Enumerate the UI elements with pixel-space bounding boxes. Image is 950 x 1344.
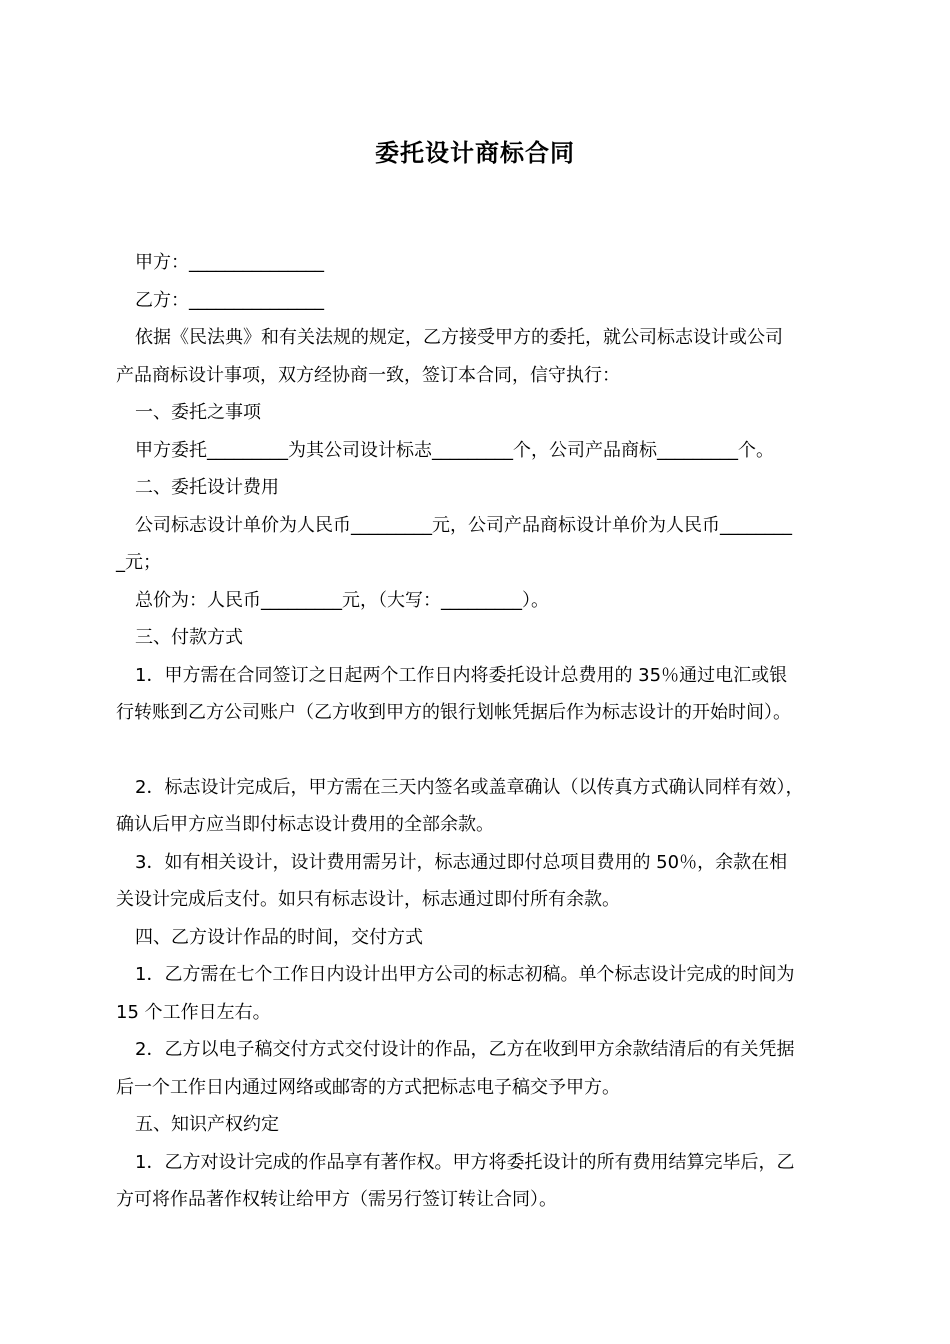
clause-line: 方可将作品著作权转让给甲方（需另行签订转让合同）。	[116, 1189, 557, 1210]
section-heading: 四、乙方设计作品的时间，交付方式	[135, 926, 423, 948]
intro-paragraph-line: 依据《民法典》和有关法规的规定，乙方接受甲方的委托，就公司标志设计或公司	[135, 327, 783, 348]
clause-line: 3．如有相关设计，设计费用需另计，标志通过即付总项目费用的 50％，余款在相	[135, 851, 788, 873]
section-heading: 一、委托之事项	[135, 402, 261, 423]
clause-line: 2．标志设计完成后，甲方需在三天内签名或盖章确认（以传真方式确认同样有效），	[135, 776, 804, 798]
document-body	[116, 244, 851, 1219]
paragraph-line: 总价为：人民币_________元，（大写：_________）。	[135, 589, 549, 611]
clause-line: 2．乙方以电子稿交付方式交付设计的作品，乙方在收到甲方余款结清后的有关凭据	[135, 1039, 795, 1060]
blank-gap	[116, 732, 851, 769]
party-b-line: 乙方：_______________	[135, 289, 324, 311]
document-title: 委托设计商标合同	[375, 139, 575, 167]
clause-line: 1．甲方需在合同签订之日起两个工作日内将委托设计总费用的 35％通过电汇或银	[135, 664, 788, 686]
clause-line: 15 个工作日左右。	[116, 1001, 271, 1023]
paragraph-line: 公司标志设计单价为人民币_________元，公司产品商标设计单价为人民币________	[135, 514, 792, 536]
paragraph-line: 甲方委托_________为其公司设计标志_________个，公司产品商标_________个。	[135, 439, 774, 461]
party-a-line: 甲方：_______________	[135, 252, 324, 273]
paragraph-line: _元；	[116, 552, 161, 573]
clause-line: 后一个工作日内通过网络或邮寄的方式把标志电子稿交予甲方。	[116, 1076, 620, 1098]
clause-line: 关设计完成后支付。如只有标志设计，标志通过即付所有余款。	[116, 889, 620, 910]
section-heading: 二、委托设计费用	[135, 477, 279, 498]
section-heading: 五、知识产权约定	[135, 1114, 279, 1135]
section-heading: 三、付款方式	[135, 627, 243, 648]
intro-paragraph-line: 产品商标设计事项，双方经协商一致，签订本合同，信守执行：	[116, 364, 620, 386]
clause-line: 行转账到乙方公司账户（乙方收到甲方的银行划帐凭据后作为标志设计的开始时间）。	[116, 702, 791, 723]
clause-line: 确认后甲方应当即付标志设计费用的全部余款。	[116, 814, 494, 835]
clause-line: 1．乙方对设计完成的作品享有著作权。甲方将委托设计的所有费用结算完毕后，乙	[135, 1151, 795, 1173]
clause-line: 1．乙方需在七个工作日内设计出甲方公司的标志初稿。单个标志设计完成的时间为	[135, 964, 795, 985]
